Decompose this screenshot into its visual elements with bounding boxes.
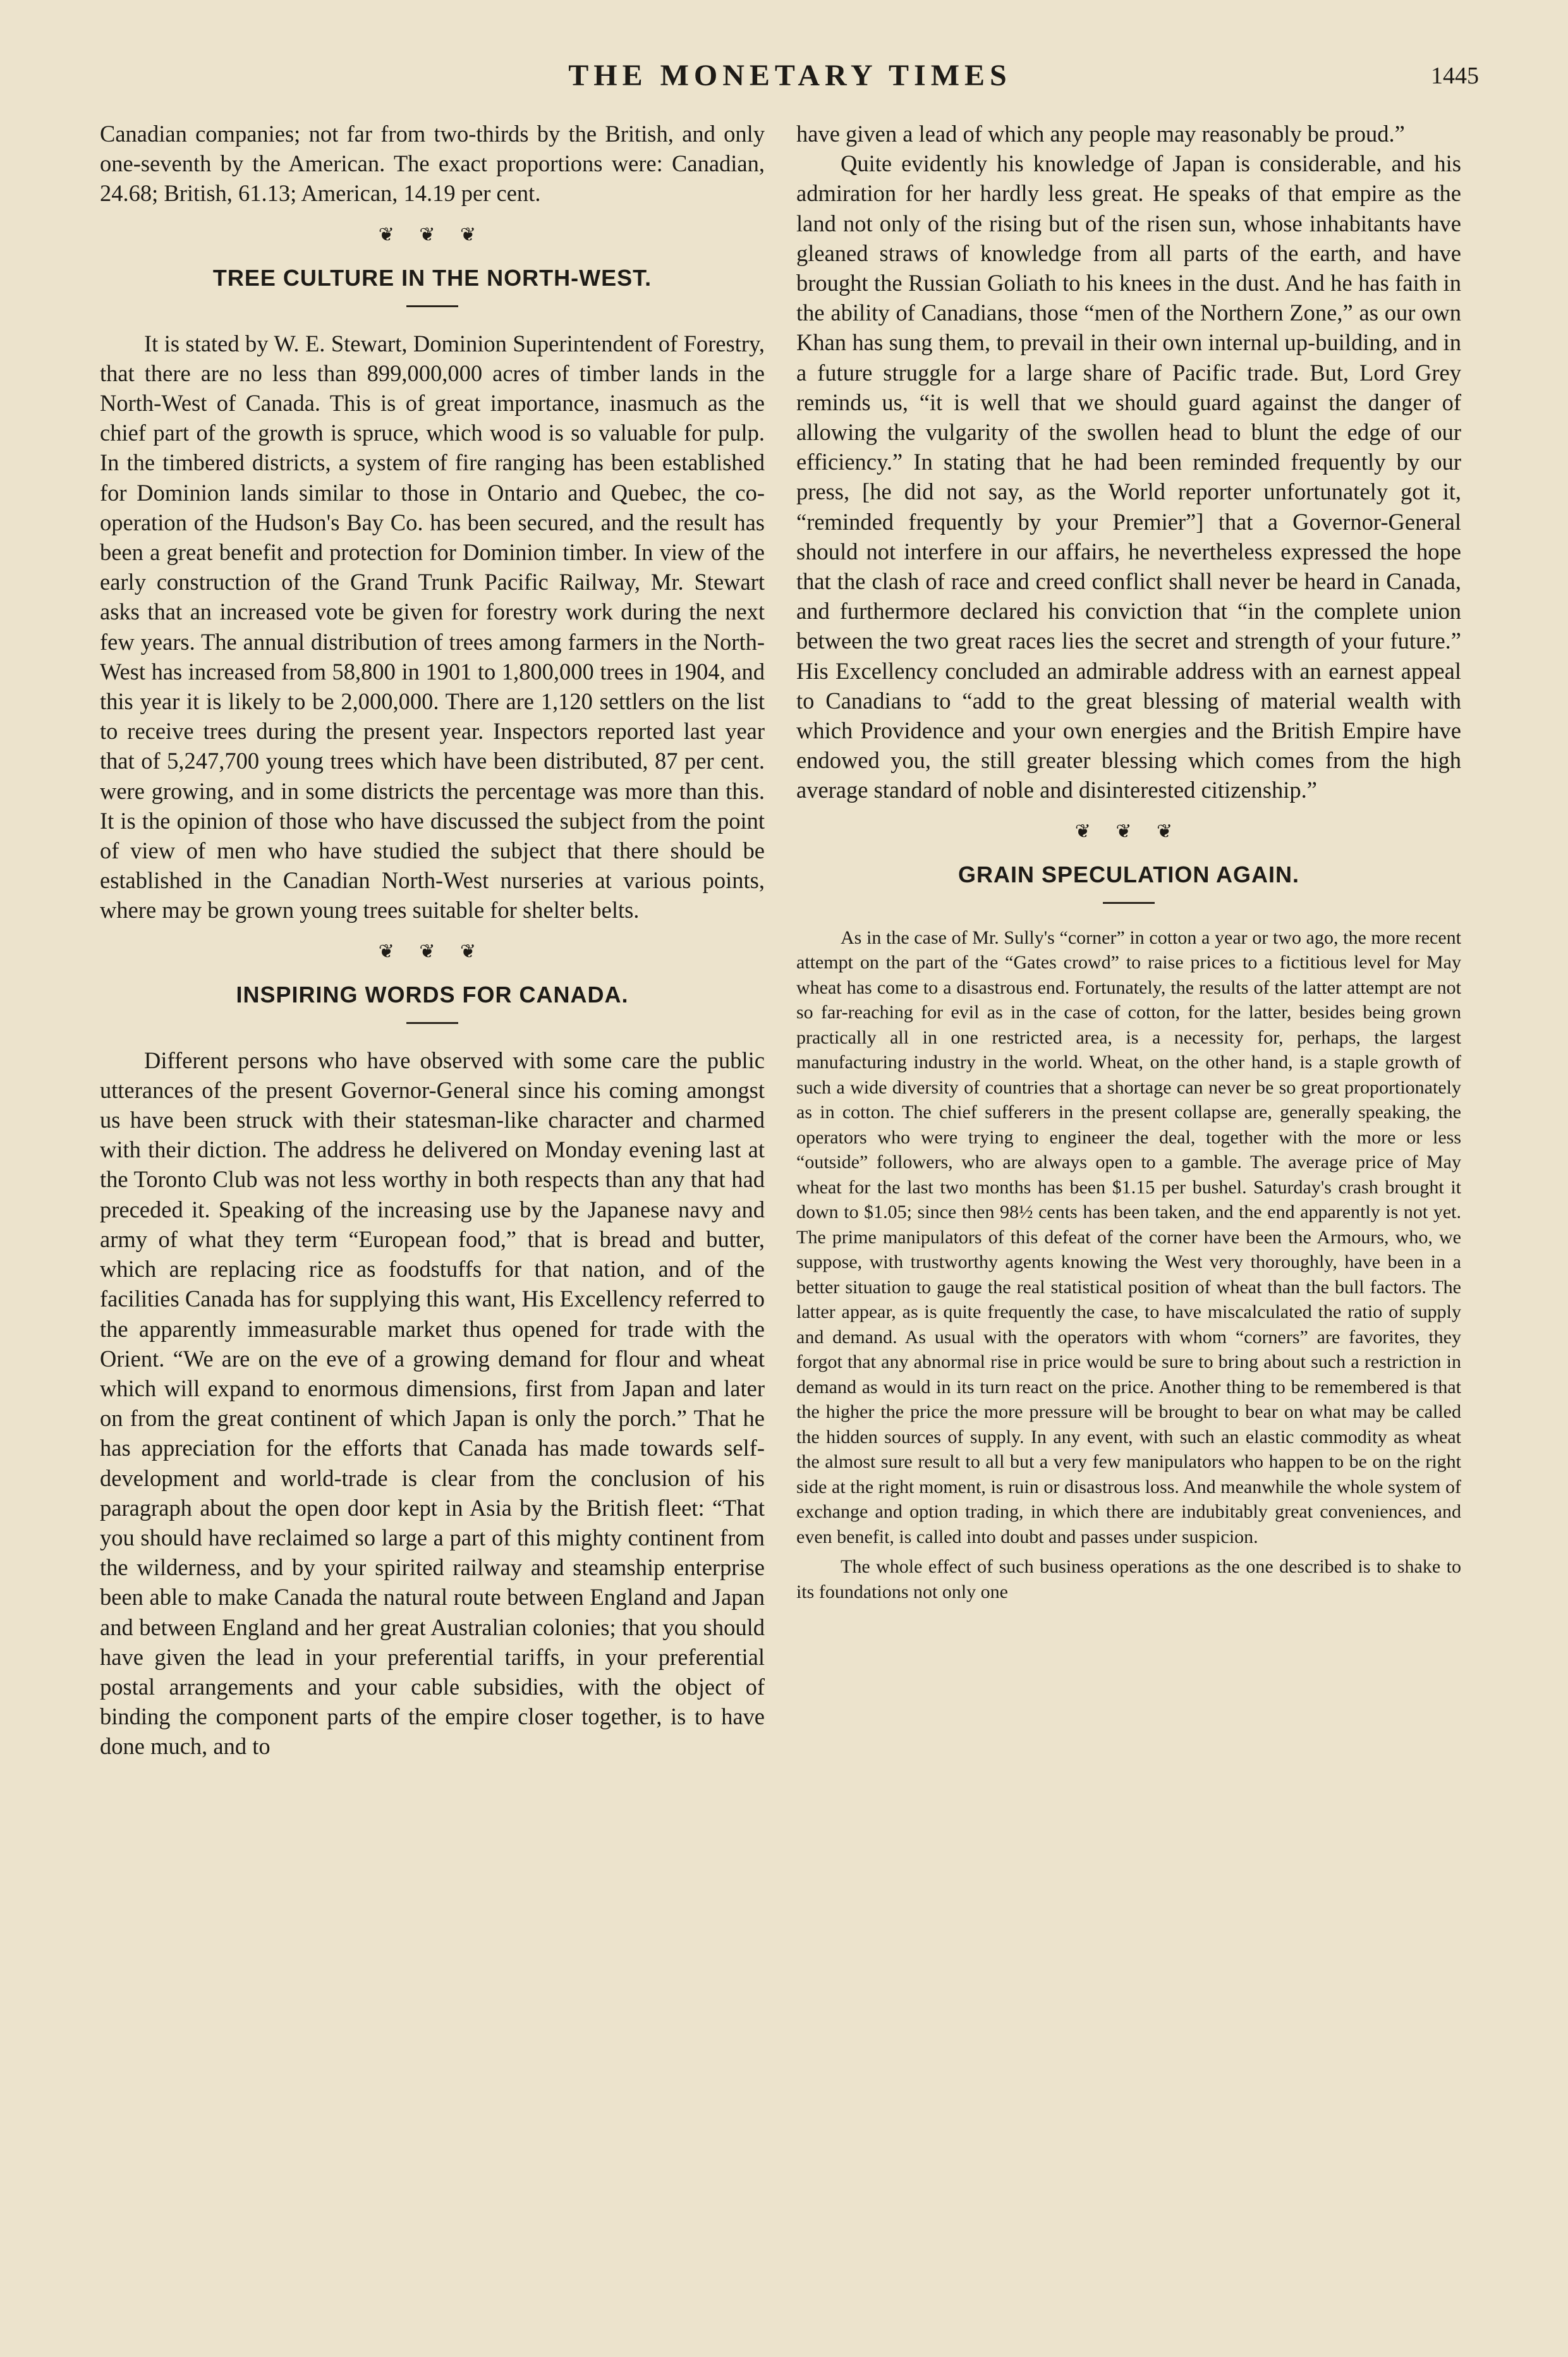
section-ornament: ❦ ❦ ❦	[1074, 820, 1183, 842]
page-header	[101, 58, 1479, 109]
article-heading-inspiring-words: INSPIRING WORDS FOR CANADA.	[236, 981, 629, 1008]
article-heading-grain-speculation: GRAIN SPECULATION AGAIN.	[957, 861, 1299, 887]
section-ornament: ❦ ❦ ❦	[378, 941, 487, 962]
continuation-paragraph: have given a lead of which any people may reasonably be proud.”	[796, 121, 1405, 147]
article-paragraph: It is stated by W. E. Stewart, Dominion Superintendent of Forestry, that there are no less than 899,000,000 acres of timber lands in the North-West of Canada. This is of great importance, inasmuch as the chief part of the growth is spruce, which wood is so valuable for pulp. In the timbered districts, a system of fire ranging has been established for Dominion lands similar to those in Ontario and Quebec, the co-operation of the Hudson's Bay Co. has been secured, and the result has been a great benefit and protection for Dominion timber. In view of the early construction of the Grand Trunk Pacific Railway, Mr. Stewart asks that an increased vote be given for forestry work during the next few years. The annual distribution of trees among farmers in the North-West has increased from 58,800 in 1901 to 1,800,000 trees in 1904, and this year it is likely to be 2,000,000. There are 1,120 settlers on the list to receive trees during the present year. Inspectors reported last year that of 5,247,700 young trees which have been distributed, 87 per cent. were growing, and in some districts the percentage was more than this. It is the opinion of those who have discussed the subject from the point of view of men who have studied the subject that there should be established in the Canadian North-West nurseries at various points, where may be grown young trees suitable for shelter belts.	[100, 330, 765, 923]
article-paragraph: The whole effect of such business operations as the one described is to shake to its foundations not only one	[796, 1556, 1461, 1602]
intro-paragraph: Canadian companies; not far from two-thirds by the British, and only one-seventh by the American. The exact proportions were: Canadian, 24.68; British, 61.13; American, 14.19 per cent.	[100, 121, 765, 207]
masthead: THE MONETARY TIMES	[568, 59, 1012, 92]
article-paragraph: Different persons who have observed with some care the public utterances of the present Governor-General since his coming amongst us have been struck with their statesman-like character and charmed with their diction. The address he delivered on Monday evening last at the Toronto Club was not less worthy in both respects than any that had preceded it. Speaking of the increasing use by the Japanese navy and army of what they term “European food,” that is bread and butter, which are replacing rice as foodstuffs for that nation, and of the facilities Canada has for supplying this want, His Excellency referred to the apparently immeasurable market thus opened for trade with the Orient. “We are on the eve of a growing demand for flour and wheat which will expand to enormous dimensions, first from Japan and later on from the great continent of which Japan is only the porch.” That he has appreciation for the efforts that Canada has made towards self-development and world-trade is clear from the conclusion of his paragraph about the open door kept in Asia by the British fleet: “That you should have reclaimed so large a part of this mighty continent from the wilderness, and by your spirited railway and steamship enterprise been able to make Canada the natural route between England and Japan and between England and her great Australian colonies; that you should have given the lead in your preferential tariffs, in your preferential postal arrangements and your cable subsidies, with the object of binding the component parts of the empire closer together, is to have done much, and to	[100, 1047, 765, 1760]
section-ornament: ❦ ❦ ❦	[378, 224, 487, 245]
heading-rule	[406, 305, 458, 307]
right-column	[796, 119, 1461, 1604]
heading-rule	[1103, 902, 1155, 904]
article-paragraph: As in the case of Mr. Sully's “corner” in cotton a year or two ago, the more recent attempt on the part of the “Gates crowd” to raise prices to a fictitious level for May wheat has come to a disastrous end. Fortunately, the results of the latter attempt are not so far-reaching for evil as in the case of cotton, for the latter, besides being grown practically all in one restricted area, is a necessity for, perhaps, the largest manufacturing industry in the world. Wheat, on the other hand, is a staple growth of such a wide diversity of countries that a shortage can never be so great proportionately as in cotton. The chief sufferers in the present collapse are, generally speaking, the operators who were trying to engineer the deal, together with the more or less “outside” followers, who are always open to a gamble. The average price of May wheat for the last two months has been $1.15 per bushel. Saturday's crash brought it down to $1.05; since then 98½ cents has been taken, and the end apparently is not yet. The prime manipulators of this defeat of the corner have been the Armours, who, we suppose, with trustworthy agents knowing the West very thoroughly, have been in a better situation to gauge the real statistical position of wheat than the bull factors. The latter appear, as is quite frequently the case, to have miscalculated the ratio of supply and demand. As usual with the operators with whom “corners” are favorites, they forgot that any abnormal rise in price would be sure to bring about such a restriction in demand as would in its turn react on the price. Another thing to be remembered is that the higher the price the more pressure will be brought to bear on what may be called the hidden sources of supply. In any event, with such an elastic commodity as wheat the almost sure result to all but a very few manipulators who happen to be on the right side at the right moment, is ruin or disastrous loss. And meanwhile the whole system of exchange and option trading, in which there are indubitably great conveniences, and even benefit, is called into doubt and passes under suspicion.	[796, 927, 1461, 1547]
left-column	[100, 119, 765, 1762]
continuation-paragraph: Quite evidently his knowledge of Japan is considerable, and his admiration for her hardly less great. He speaks of that empire as the land not only of the rising but of the risen sun, whose inhabitants have gleaned straws of knowledge from all parts of the earth, and have brought the Russian Goliath to his knees in the dust. And he has faith in the ability of Canadians, those “men of the Northern Zone,” as our own Khan has sung them, to prevail in their own internal up-building, and in a future struggle for a large share of Pacific trade. But, Lord Grey reminds us, “it is well that we should guard against the danger of allowing the vulgarity of the swollen head to blunt the edge of our efficiency.” In stating that he had been reminded frequently by our press, [he did not say, as the World reporter unfortunately got it, “reminded frequently by your Premier”] that a Governor-General should not interfere in our affairs, he nevertheless expressed the hope that the clash of race and creed conflict shall never be heard in Canada, and furthermore declared his conviction that “in the complete union between the two great races lies the secret and strength of your future.” His Excellency concluded an admirable address with an earnest appeal to Canadians to “add to the great blessing of material wealth with which Providence and your own energies and the British Empire have endowed you, the still greater blessing which comes from the high average standard of noble and disinterested citizenship.”	[796, 150, 1461, 803]
page-number: 1445	[1431, 63, 1479, 89]
heading-rule	[406, 1022, 458, 1024]
article-heading-tree-culture: TREE CULTURE IN THE NORTH-WEST.	[212, 264, 652, 291]
